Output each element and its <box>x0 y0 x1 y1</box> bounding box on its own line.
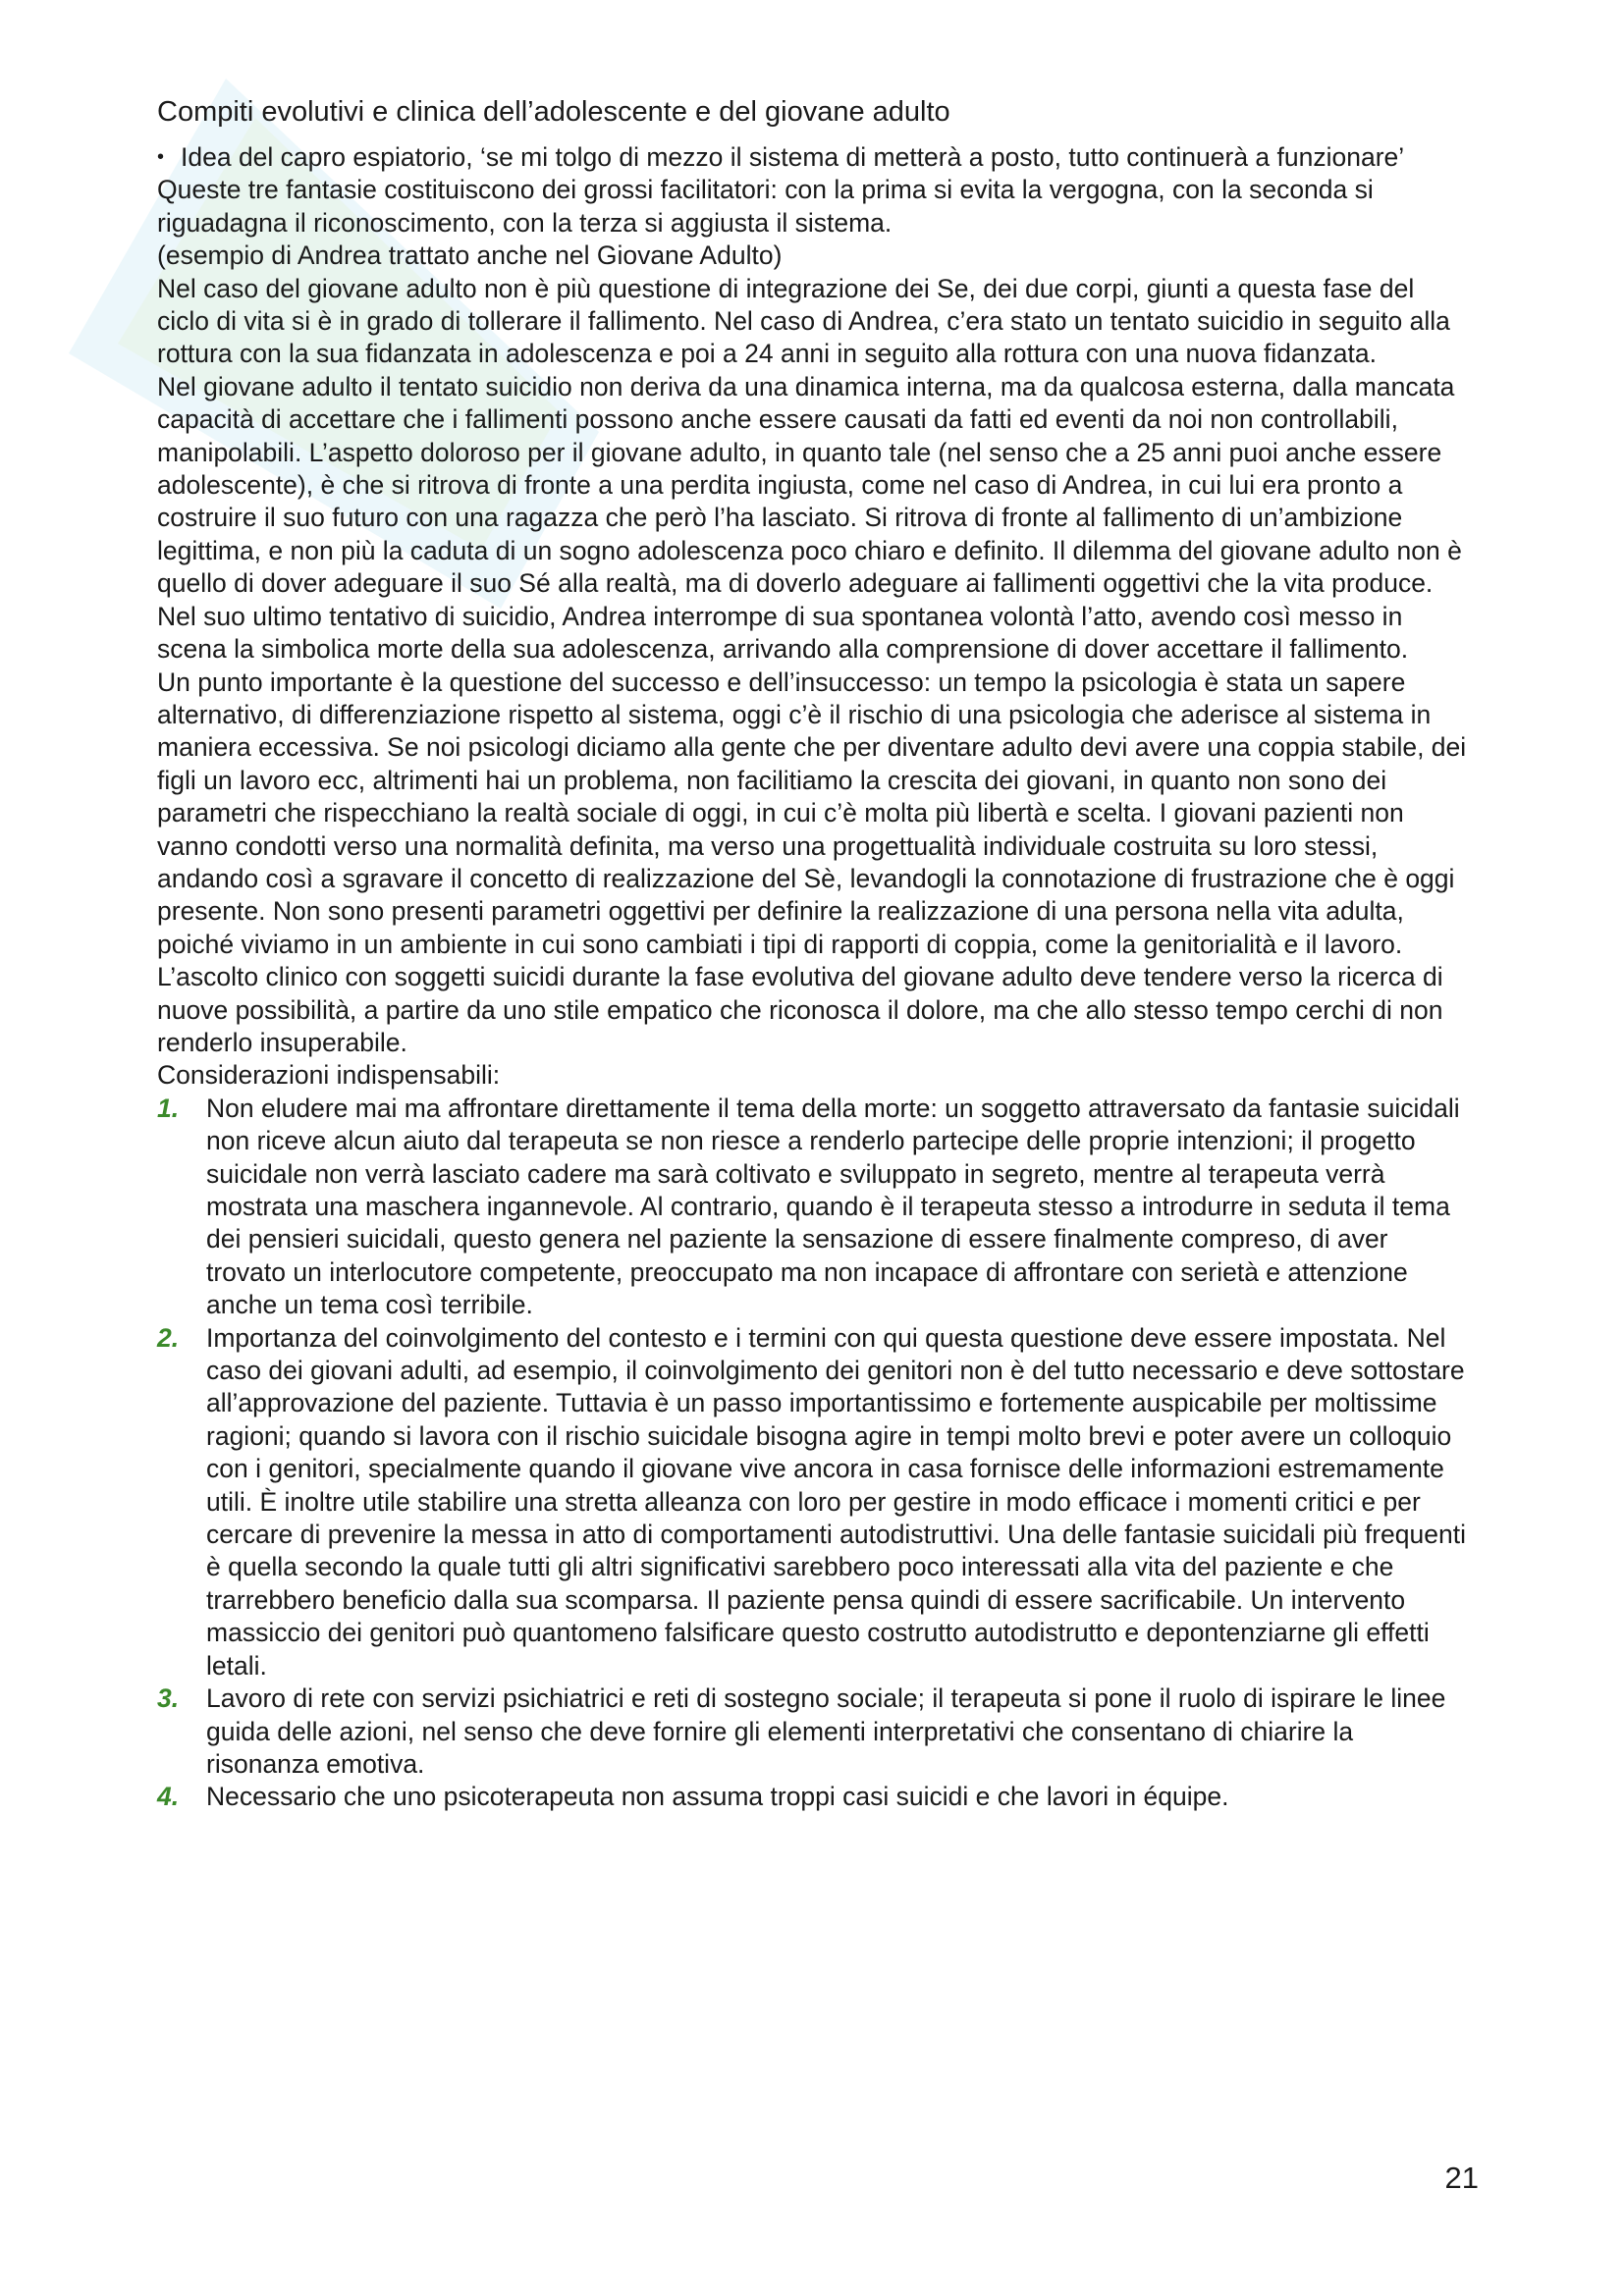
list-item <box>157 1682 1473 1781</box>
paragraph: Queste tre fantasie costituiscono dei grossi facilitatori: con la prima si evita la vergogna, con la seconda si riguadagna il riconoscimento, con la terza si aggiusta il sistema. <box>157 175 1374 238</box>
bullet-icon: • <box>157 146 165 168</box>
list-text: Necessario che uno psicoterapeuta non assuma troppi casi suicidi e che lavori in équipe. <box>206 1782 1229 1812</box>
bullet-text: Idea del capro espiatorio, ‘se mi tolgo di mezzo il sistema di metterà a posto, tutto continuerà a funzionare’ <box>181 142 1405 172</box>
list-number: 4. <box>157 1782 180 1812</box>
paragraph: (esempio di Andrea trattato anche nel Giovane Adulto) <box>157 240 783 271</box>
paragraph: Un punto importante è la questione del successo e dell’insuccesso: un tempo la psicologia è stata un sapere alternativo, di differenziazione rispetto al sistema, oggi c’è il rischio di una psicologia che aderisce al sistema in maniera eccessiva. Se noi psicologi diciamo alla gente che per diventare adulto devi avere una coppia stabile, dei figli un lavoro ecc, altrimenti hai un problema, non facilitiamo la crescita dei giovani, in quanto non sono dei parametri che rispecchiano la realtà sociale di oggi, in cui c’è molta più libertà e scelta. I giovani pazienti non vanno condotti verso una normalità definita, ma verso una progettualità individuale costruita su loro stessi, andando così a sgravare il concetto di realizzazione del Sè, levandogli la connotazione di frustrazione che è oggi presente. Non sono presenti parametri oggettivi per definire la realizzazione di una persona nella vita adulta, poiché viviamo in un ambiente in cui sono cambiati i tipi di rapporti di coppia, come la genitorialità e il lavoro. <box>157 667 1467 959</box>
list-text: Non eludere mai ma affrontare direttamente il tema della morte: un soggetto attraversato da fantasie suicidali non riceve alcun aiuto dal terapeuta se non riesce a renderlo partecipe delle proprie intenzioni; il progetto suicidale non verrà lasciato cadere ma sarà coltivato e sviluppato in segreto, mentre al terapeuta verrà mostrata una maschera ingannevole. Al contrario, quando è il terapeuta stesso a introdurre in seduta il tema dei pensieri suicidali, questo genera nel paziente la sensazione di essere finalmente compreso, di aver trovato un interlocutore competente, preoccupato ma non incapace di affrontare con serietà e attenzione anche un tema così terribile. <box>206 1093 1460 1320</box>
bullet-item <box>157 141 1473 174</box>
paragraph: Considerazioni indispensabili: <box>157 1060 501 1091</box>
paragraph: Nel giovane adulto il tentato suicidio non deriva da una dinamica interna, ma da qualcosa esterna, dalla mancata capacità di accettare che i fallimenti possono anche essere causati da fatti ed eventi da noi non controllabili, manipolabili. L’aspetto doloroso per il giovane adulto, in quanto tale (nel senso che a 25 anni puoi anche essere adolescente), è che si ritrova di fronte a una perdita ingiusta, come nel caso di Andrea, in cui lui era pronto a costruire il suo futuro con una ragazza che però l’ha lasciato. Si ritrova di fronte al fallimento di un’ambizione legittima, e non più la caduta di un sogno adolescenza poco chiaro e definito. Il dilemma del giovane adulto non è quello di dover adeguare il suo Sé alla realtà, ma di doverlo adeguare ai fallimenti oggettivi che la vita produce. <box>157 371 1462 599</box>
document-body <box>157 94 1473 1814</box>
paragraph: Nel caso del giovane adulto non è più questione di integrazione dei Se, dei due corpi, giunti a questa fase del ciclo di vita si è in grado di tollerare il fallimento. Nel caso di Andrea, c’era stato un tentato suicidio in seguito alla rottura con la sua fidanzata in adolescenza e poi a 24 anni in seguito alla rottura con una nuova fidanzata. <box>157 273 1450 369</box>
list-number: 1. <box>157 1093 180 1123</box>
list-text: Lavoro di rete con servizi psichiatrici e reti di sostegno sociale; il terapeuta si pone il ruolo di ispirare le linee guida delle azioni, nel senso che deve fornire gli elementi interpretativi che consentano di chiarire la risonanza emotiva. <box>206 1683 1446 1779</box>
list-number: 3. <box>157 1683 180 1714</box>
paragraph: Nel suo ultimo tentativo di suicidio, Andrea interrompe di sua spontanea volontà l’atto, avendo così messo in scena la simbolica morte della sua adolescenza, arrivando alla comprensione di dover accettare il fallimento. <box>157 601 1409 665</box>
page-number: 21 <box>1444 2161 1479 2195</box>
list-item <box>157 1093 1473 1322</box>
page-title: Compiti evolutivi e clinica dell’adolescente e del giovane adulto <box>157 96 950 128</box>
list-item <box>157 1322 1473 1682</box>
paragraph: L’ascolto clinico con soggetti suicidi durante la fase evolutiva del giovane adulto deve tendere verso la ricerca di nuove possibilità, a partire da uno stile empatico che riconosca il dolore, ma che allo stesso tempo cerchi di non renderlo insuperabile. <box>157 962 1443 1057</box>
list-item <box>157 1781 1473 1813</box>
list-text: Importanza del coinvolgimento del contesto e i termini con qui questa questione deve essere impostata. Nel caso dei giovani adulti, ad esempio, il coinvolgimento dei genitori non è del tutto necessario e deve sottostare all’approvazione del paziente. Tuttavia è un passo importantissimo e fortemente auspicabile per moltissime ragioni; quando si lavora con il rischio suicidale bisogna agire in tempi molto brevi e poter avere un colloquio con i genitori, specialmente quando il giovane vive ancora in casa fornisce delle informazioni estremamente utili. È inoltre utile stabilire una stretta alleanza con loro per gestire in modo efficace i momenti critici e per cercare di prevenire la messa in atto di comportamenti autodistruttivi. Una delle fantasie suicidali più frequenti è quella secondo la quale tutti gli altri significativi sarebbero poco interessati alla vita del paziente e che trarrebbero beneficio dalla sua scomparsa. Il paziente pensa quindi di essere sacrificabile. Un intervento massiccio dei genitori può quantomeno falsificare questo costrutto autodistrutto e depontenziarne gli effetti letali. <box>206 1322 1466 1681</box>
list-number: 2. <box>157 1322 180 1353</box>
